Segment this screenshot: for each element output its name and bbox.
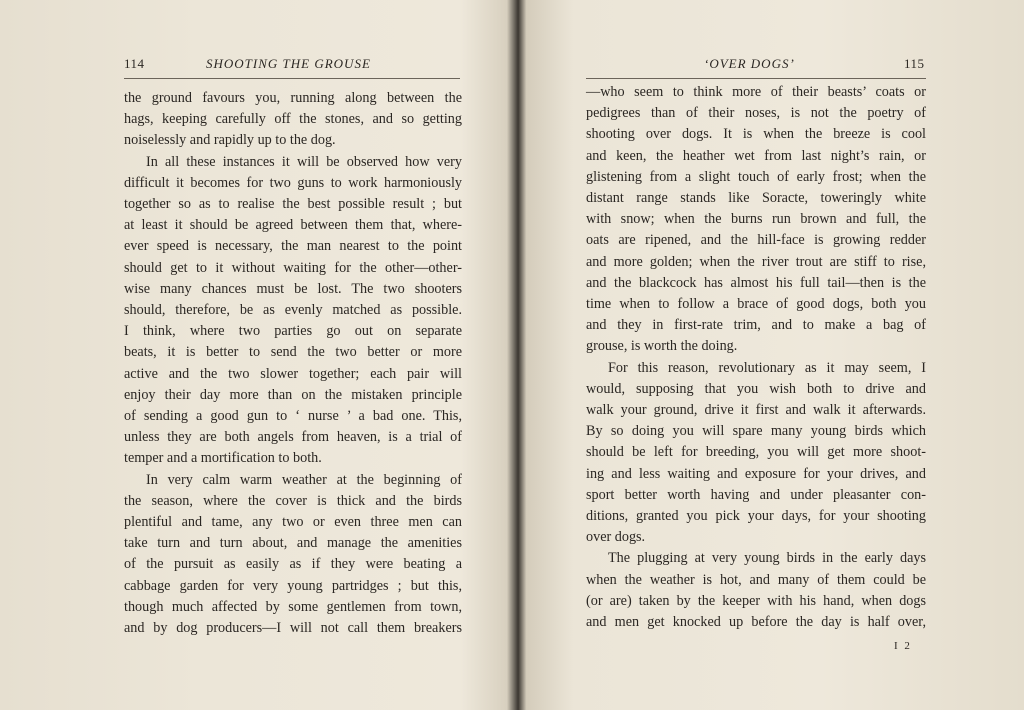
text-line: unless they are both angels from heaven, is a trial of <box>124 429 462 446</box>
right-page-title: ‘OVER DOGS’ <box>704 56 795 71</box>
text-line: sport better worth having and under pleasanter con- <box>586 486 926 503</box>
text-line: and they in first-rate trim, and to make a bag of <box>586 317 926 334</box>
text-line: walk your ground, drive it first and walk it afterwards. <box>586 402 926 419</box>
text-line: though much affected by some gentlemen from town, <box>124 598 462 615</box>
text-line: should, therefore, be as evenly matched as possible. <box>124 302 462 319</box>
text-line: and more golden; when the river trout are stiff to rise, <box>586 253 926 270</box>
text-line: should be left for breeding, you will get more shoot- <box>586 444 926 461</box>
text-line: active and the two slower together; each pair will <box>124 365 462 382</box>
text-line: distant range stands like Soracte, toweringly white <box>586 190 926 207</box>
text-line: glistening from a slight touch of early frost; when the <box>586 168 926 185</box>
right-page <box>522 0 1024 710</box>
left-page-text <box>124 88 462 639</box>
text-line: hags, keeping carefully off the stones, and so getting <box>124 111 462 128</box>
text-line: grouse, is worth the doing. <box>586 338 738 355</box>
text-line: at least it should be agreed between them that, where- <box>124 217 462 234</box>
text-line: (or are) taken by the keeper with his hand, when dogs <box>586 592 926 609</box>
text-line: and by dog producers—I will not call them breakers <box>124 620 462 637</box>
right-page-text <box>586 82 926 633</box>
right-page-number: 115 <box>904 56 925 71</box>
text-line: temper and a mortification to both. <box>124 450 322 467</box>
text-line: I think, where two parties go out on separate <box>124 323 462 340</box>
text-line: over dogs. <box>586 529 646 546</box>
text-line: shooting over dogs. It is when the breeze is cool <box>586 126 926 143</box>
text-line: take turn and turn about, and manage the amenities <box>124 535 462 552</box>
text-line: difficult it becomes for two guns to work harmoniously <box>124 174 462 191</box>
text-line: noiselessly and rapidly up to the dog. <box>124 132 336 149</box>
left-header-rule <box>124 78 460 79</box>
text-line: the season, where the cover is thick and the birds <box>124 492 462 509</box>
text-line: ditions, granted you pick your days, for your shooting <box>586 508 926 525</box>
right-header-rule <box>586 78 926 79</box>
text-line: In very calm warm weather at the beginning of <box>146 471 462 488</box>
text-line: time when to follow a brace of good dogs, both you <box>586 296 926 313</box>
text-line: In all these instances it will be observed how very <box>146 153 462 170</box>
text-line: plentiful and tame, any two or even three men can <box>124 514 462 531</box>
text-line: The plugging at very young birds in the early days <box>608 550 926 567</box>
text-line: —who seem to think more of their beasts’ coats or <box>586 84 926 100</box>
left-page-title: SHOOTING THE GROUSE <box>206 56 371 71</box>
text-line: and keen, the heather wet from last night’s rain, or <box>586 147 926 164</box>
text-line: enjoy their day more than on the mistaken principle <box>124 386 462 403</box>
text-line: ever speed is necessary, the man nearest to the point <box>124 238 462 255</box>
text-line: pedigrees than of their noses, is not the poetry of <box>586 105 926 122</box>
text-line: and men get knocked up before the day is half over, <box>586 614 926 631</box>
text-line: ing and less waiting and exposure for your drives, and <box>586 465 926 482</box>
text-line: the ground favours you, running along between the <box>124 90 462 106</box>
text-line: of sending a good gun to ‘ nurse ’ a bad one. This, <box>124 408 462 425</box>
text-line: would, supposing that you wish both to drive and <box>586 380 926 397</box>
text-line: should get to it without waiting for the other—other- <box>124 259 462 276</box>
signature-mark: I 2 <box>894 640 912 652</box>
text-line: cabbage garden for very young partridges ; but this, <box>124 577 462 594</box>
left-page-number: 114 <box>124 56 145 71</box>
text-line: of the pursuit as easily as if they were beating a <box>124 556 462 573</box>
text-line: By so doing you will spare many young birds which <box>586 423 926 440</box>
text-line: and the blackcock has almost his full tail—then is the <box>586 274 926 291</box>
text-line: with snow; when the burns run brown and full, the <box>586 211 926 228</box>
text-line: wise many chances must be lost. The two shooters <box>124 280 462 297</box>
text-line: oats are ripened, and the hill-face is growing redder <box>586 232 926 249</box>
text-line: For this reason, revolutionary as it may seem, I <box>608 359 926 376</box>
text-line: when the weather is hot, and many of them could be <box>586 571 926 588</box>
text-line: beats, it is better to send the two better or more <box>124 344 462 361</box>
text-line: together so as to realise the best possible result ; but <box>124 196 462 213</box>
